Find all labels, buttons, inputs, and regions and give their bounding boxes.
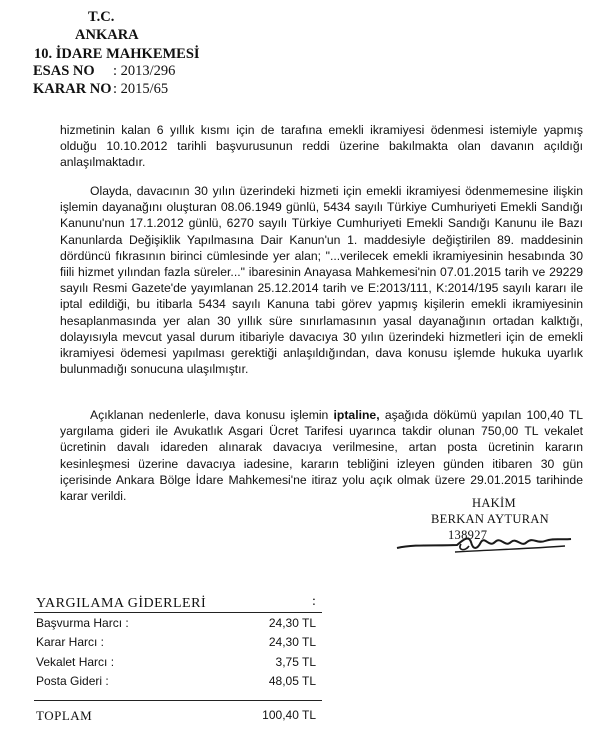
cost-amount: 3,75 TL bbox=[275, 655, 316, 669]
judge-number: 138927 bbox=[448, 528, 488, 542]
cost-label: Vekalet Harcı : bbox=[36, 655, 115, 669]
cost-row bbox=[36, 674, 316, 690]
judge-name: BERKAN AYTURAN bbox=[431, 512, 549, 526]
paragraph-3-rest: aşağıda dökümü yapılan 100,40 TL yargılama gideri ile Avukatlık Asgari Ücret Tarifesi uyarınca takdir olunan 750,00 TL vekalet ücretinin davalı idareden alınarak davacıya verilmesine, artan posta ücretinin kararın kesinleşmesi üzerine davacıya iadesine, kararın tebliğini izleyen günden itibaren 30 gün içerisinde Ankara Bölge İdare Mahkemesi'ne itiraz yolu açık olmak üzere 29.01.2015 tarihinde karar verildi. bbox=[60, 408, 583, 504]
cost-row bbox=[36, 655, 316, 671]
costs-total-divider bbox=[34, 700, 322, 701]
total-value: 100,40 TL bbox=[262, 708, 316, 722]
paragraph-1: hizmetinin kalan 6 yıllık kısmı için de tarafına emekli ikramiyesi ödenmesi istemiyle yapmış olduğu 10.10.2012 tarihli başvurusunun reddi üzerine bakılmakta olan davanın açıldığı anlaşılmaktadır. bbox=[60, 123, 583, 170]
total-label: TOPLAM bbox=[36, 708, 93, 723]
cost-label: Posta Gideri : bbox=[36, 674, 109, 688]
paragraph-2: Olayda, davacının 30 yılın üzerindeki hizmeti için emekli ikramiyesi ödenmemesine ilişkin işlemin dayanağını oluşturan 08.06.1949 günlü, 5434 sayılı Türkiye Cumhuriyeti Emekli Sandığı Kanunu'nun 17.1.2012 günlü, 6270 sayılı Türkiye Cumhuriyeti Emekli Sandığı Kanunu ile Bazı Kanunlarda Değişiklik Yapılmasına Dair Kanun'un 1. maddesiyle değiştirilen 89. maddesinin dördüncü fıkrasının birinci cümlesinde yer alan; "...verilecek emekli ikramiyesinin hesabında 30 fiili hizmet yılından fazla süreler..." ibaresinin Anayasa Mahkemesi'nin 07.01.2015 tarih ve 29229 sayılı Resmi Gazete'de yayımlanan 25.12.2014 tarih ve E:2013/111, K:2014/195 sayılı kararı ile iptal edildiği, bu itibarla 5434 sayılı Kanuna tabi görev yapmış kişilerin emekli ikramiyesinin hesaplanmasında yer alan 30 yıllık süre sınırlamasının yasal dayanağının ortadan kalktığı, dolayısıyla mevcut yasal durum itibariyle davacıya 30 yılın üzerindeki hizmetleri için de emekli ikramiyesi ödemesi yapılması gerektiği anlaşıldığından, dava konusu işlemde hukuka uyarlık bulunmadığı sonucuna ulaşılmıştır. bbox=[60, 184, 583, 377]
costs-title-colon: : bbox=[312, 594, 316, 609]
judge-title: HAKİM bbox=[472, 496, 516, 510]
cost-label: Karar Harcı : bbox=[36, 635, 105, 649]
signature-image bbox=[395, 532, 575, 558]
header-tc: T.C. bbox=[88, 9, 115, 25]
header-court: 10. İDARE MAHKEMESİ bbox=[34, 46, 200, 62]
costs-title-underline bbox=[34, 612, 322, 613]
costs-title: YARGILAMA GİDERLERİ bbox=[36, 596, 207, 611]
karar-value: : 2015/65 bbox=[113, 81, 169, 97]
verdict-word: iptaline, bbox=[333, 408, 380, 422]
esas-value: : 2013/296 bbox=[113, 63, 176, 79]
paragraph-3-intro: Açıklanan nedenlerle, dava konusu işlemin bbox=[90, 408, 334, 422]
header-city: ANKARA bbox=[75, 27, 139, 43]
cost-label: Başvurma Harcı : bbox=[36, 616, 129, 630]
cost-row bbox=[36, 635, 316, 651]
paragraph-3 bbox=[60, 407, 583, 504]
cost-amount: 24,30 TL bbox=[268, 635, 316, 649]
esas-label: ESAS NO bbox=[33, 63, 95, 79]
cost-amount: 24,30 TL bbox=[268, 616, 316, 630]
karar-label: KARAR NO bbox=[33, 81, 112, 97]
cost-amount: 48,05 TL bbox=[268, 674, 316, 688]
cost-row bbox=[36, 616, 316, 632]
costs-total-row bbox=[36, 708, 316, 726]
